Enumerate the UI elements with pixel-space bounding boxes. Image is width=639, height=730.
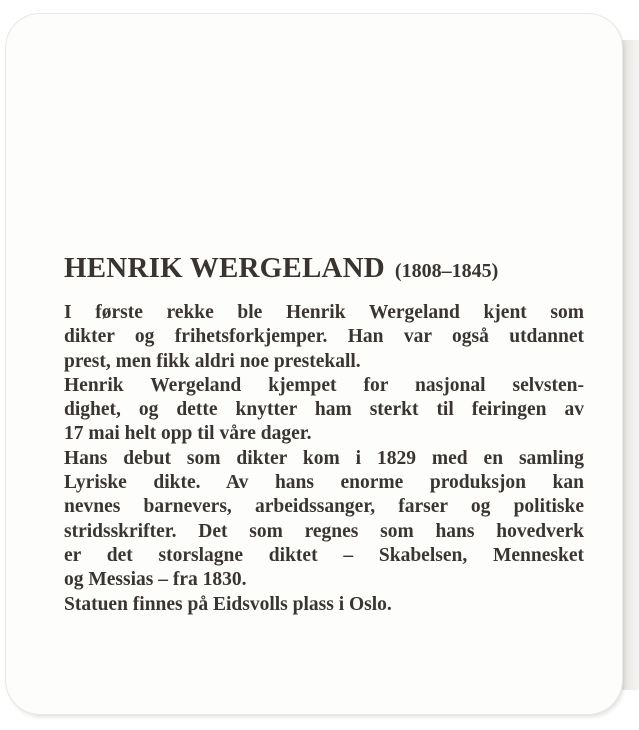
card-title: HENRIK WERGELAND (64, 252, 385, 284)
body-line: nevnes barnevers, arbeidssanger, farser og politiske (64, 496, 584, 518)
body-line: Henrik Wergeland kjempet for nasjonal selvsten- (64, 374, 584, 396)
body-line: stridsskrifter. Det som regnes som hans hovedverk (64, 520, 584, 542)
body-line: Lyriske dikte. Av hans enorme produksjon kan (64, 472, 584, 494)
body-line: 17 mai helt opp til våre dager. (64, 423, 312, 445)
card-years: (1808–1845) (394, 260, 499, 282)
card-content (64, 252, 584, 617)
body-line: dikter og frihetsforkjemper. Han var også utdannet (64, 326, 584, 348)
body-line: prest, men fikk aldri noe prestekall. (64, 350, 361, 372)
body-line: er det storslagne diktet – Skabelsen, Mennesket (64, 544, 584, 566)
body-line: Hans debut som dikter kom i 1829 med en samling (64, 447, 584, 469)
body-line: dighet, og dette knytter ham sterkt til feiringen av (64, 399, 584, 421)
title-row (64, 252, 584, 285)
card-edge (622, 40, 639, 690)
body-text (64, 301, 584, 617)
body-line: Statuen finnes på Eidsvolls plass i Oslo. (64, 593, 392, 615)
body-line: I første rekke ble Henrik Wergeland kjent som (64, 302, 584, 323)
body-line: og Messias – fra 1830. (64, 569, 247, 591)
